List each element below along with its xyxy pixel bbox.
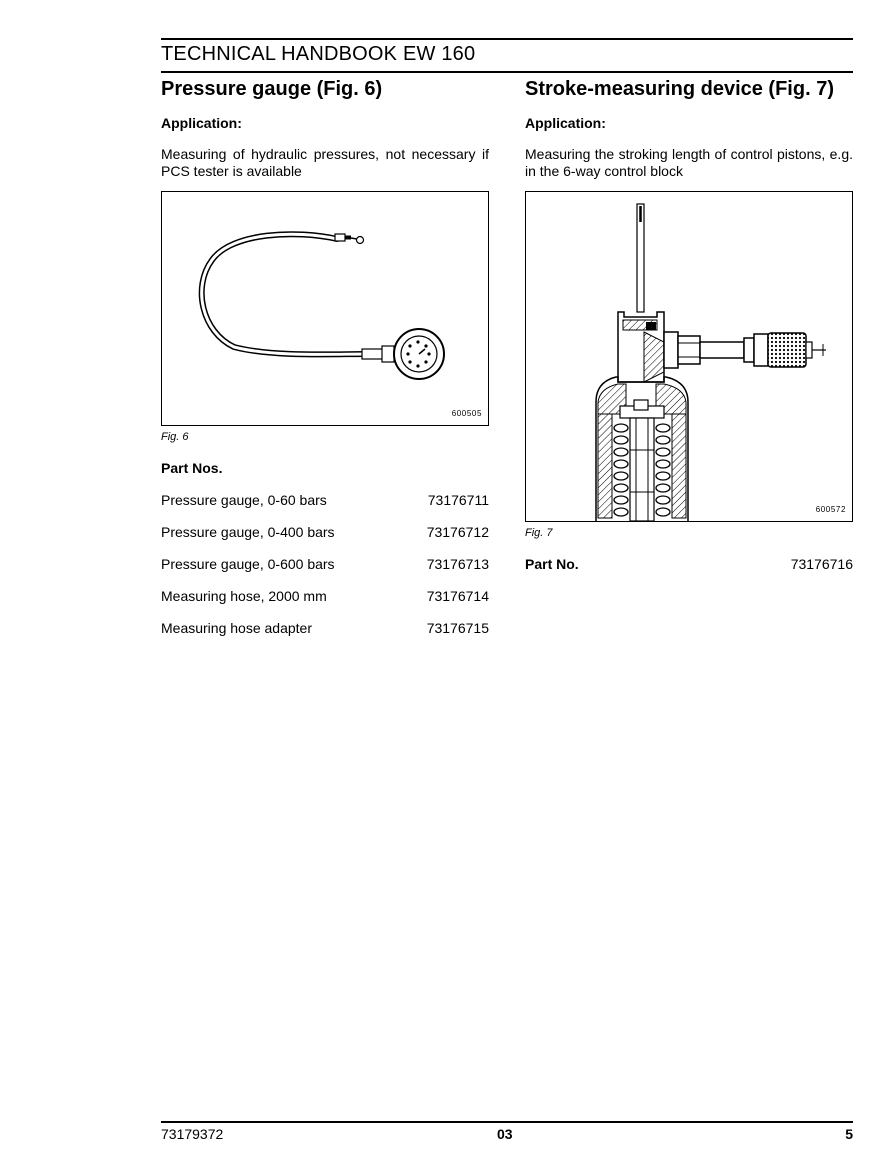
- page-number: 5: [845, 1126, 853, 1142]
- part-row: [161, 619, 489, 637]
- part-no-label: Part No.: [525, 556, 579, 572]
- part-name: Measuring hose, 2000 mm: [161, 588, 327, 604]
- left-application-label: Application:: [161, 115, 242, 131]
- part-number: 73176715: [426, 620, 489, 636]
- part-number: 73176711: [427, 492, 489, 508]
- part-row: [161, 523, 489, 541]
- part-row: [161, 555, 489, 573]
- part-row: [161, 491, 489, 509]
- footer-doc-number: 73179372: [161, 1126, 224, 1142]
- handbook-title: TECHNICAL HANDBOOK EW 160: [161, 43, 476, 65]
- right-application-text: Measuring the stroking length of control pistons, e.g. in the 6-way control block: [525, 146, 853, 179]
- part-name: Pressure gauge, 0-600 bars: [161, 556, 335, 572]
- stroke-measuring-figure: [525, 191, 853, 522]
- figure-6-caption: Fig. 6: [161, 431, 189, 443]
- pressure-gauge-illustration: [162, 192, 488, 425]
- part-nos-label: Part Nos.: [161, 460, 223, 476]
- stroke-measuring-title: Stroke-measuring device (Fig. 7): [525, 78, 834, 100]
- part-number: 73176714: [426, 588, 489, 604]
- stroke-device-part-number: 73176716: [790, 556, 853, 572]
- part-name: Pressure gauge, 0-400 bars: [161, 524, 335, 540]
- header-bottom-rule: [161, 71, 853, 73]
- part-number: 73176713: [426, 556, 489, 572]
- figure-7-id: 600572: [815, 505, 846, 514]
- part-name: Pressure gauge, 0-60 bars: [161, 492, 327, 508]
- stroke-device-illustration: [526, 192, 852, 521]
- part-number: 73176712: [426, 524, 489, 540]
- right-application-label: Application:: [525, 115, 606, 131]
- header-top-rule: [161, 38, 853, 40]
- part-name: Measuring hose adapter: [161, 620, 312, 636]
- footer-section: 03: [497, 1126, 513, 1142]
- left-application-text: Measuring of hydraulic pressures, not necessary if PCS tester is available: [161, 146, 489, 179]
- pressure-gauge-figure: [161, 191, 489, 426]
- figure-7-caption: Fig. 7: [525, 527, 553, 539]
- pressure-gauge-title: Pressure gauge (Fig. 6): [161, 78, 383, 100]
- figure-6-id: 600505: [451, 409, 482, 418]
- part-row: [161, 587, 489, 605]
- footer-rule: [161, 1121, 853, 1123]
